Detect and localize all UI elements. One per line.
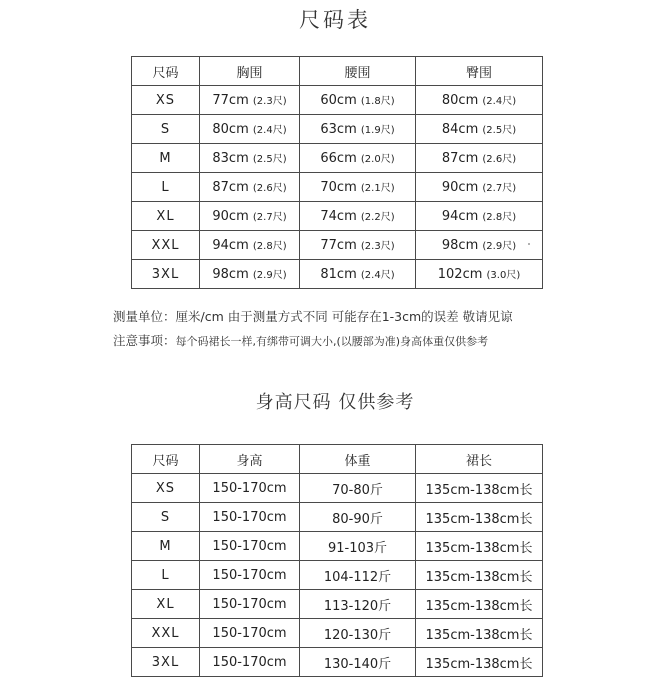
hip-cell-cm: 84cm (441, 122, 479, 137)
hip-cell-ref: (2.8尺) (482, 212, 517, 223)
size-cell: XXL (132, 619, 200, 648)
chest-cell (200, 173, 300, 202)
stray-dot (528, 243, 530, 245)
hip-cell-cm: 87cm (441, 151, 479, 166)
table-row (132, 144, 543, 173)
chest-cell-cm: 77cm (212, 93, 249, 108)
weight-cell: 130-140斤 (300, 648, 416, 677)
table-row (132, 532, 543, 561)
waist-cell (300, 173, 416, 202)
size-cell: L (132, 173, 200, 202)
chest-cell-ref: (2.3尺) (252, 96, 287, 107)
table-row (132, 260, 543, 289)
column-header: 裙长 (416, 445, 543, 474)
size-cell: M (132, 144, 200, 173)
weight-cell: 113-120斤 (300, 590, 416, 619)
hip-cell-cm: 94cm (441, 209, 479, 224)
size-cell: XL (132, 202, 200, 231)
chest-cell-cm: 83cm (212, 151, 249, 166)
height-cell: 150-170cm (200, 503, 300, 532)
hip-cell-ref: (2.9尺) (482, 241, 517, 252)
waist-cell-ref: (2.3尺) (360, 241, 395, 252)
chest-cell-cm: 80cm (212, 122, 249, 137)
attention-note (113, 331, 488, 349)
chest-cell-ref: (2.9尺) (252, 270, 287, 281)
length-cell: 135cm-138cm长 (416, 590, 543, 619)
waist-cell-cm: 81cm (320, 267, 357, 282)
length-cell: 135cm-138cm长 (416, 474, 543, 503)
chest-cell (200, 231, 300, 260)
height-cell: 150-170cm (200, 532, 300, 561)
hip-cell-ref: (2.4尺) (482, 96, 517, 107)
height-chart-table (131, 444, 543, 677)
waist-cell (300, 231, 416, 260)
waist-cell-ref: (1.9尺) (360, 125, 395, 136)
hip-cell-ref: (2.6尺) (482, 154, 517, 165)
column-header: 尺码 (132, 57, 200, 86)
size-chart-title: 尺码表 (299, 8, 371, 32)
waist-cell-cm: 77cm (320, 238, 357, 253)
attention-label: 注意事项： (113, 333, 176, 348)
chest-cell-cm: 87cm (212, 180, 249, 195)
table-row (132, 86, 543, 115)
hip-cell-ref: (2.5尺) (482, 125, 517, 136)
size-cell: XS (132, 86, 200, 115)
waist-cell-cm: 60cm (320, 93, 357, 108)
weight-cell: 104-112斤 (300, 561, 416, 590)
table-row (132, 202, 543, 231)
hip-cell (416, 173, 543, 202)
table-row (132, 648, 543, 677)
hip-cell (416, 202, 543, 231)
table-row (132, 474, 543, 503)
chest-cell-cm: 98cm (212, 267, 249, 282)
length-cell: 135cm-138cm长 (416, 561, 543, 590)
column-header: 臀围 (416, 57, 543, 86)
table-row (132, 590, 543, 619)
size-cell: L (132, 561, 200, 590)
hip-cell-cm: 90cm (441, 180, 479, 195)
chest-cell (200, 115, 300, 144)
waist-cell-cm: 66cm (320, 151, 357, 166)
measurement-unit-note: 测量单位：厘米/cm 由于测量方式不同 可能存在1-3cm的误差 敬请见谅 (113, 309, 513, 324)
column-header: 腰围 (300, 57, 416, 86)
height-cell: 150-170cm (200, 648, 300, 677)
hip-cell (416, 86, 543, 115)
waist-cell (300, 86, 416, 115)
attention-text: 每个码裙长一样,有绑带可调大小,(以腰部为准)身高体重仅供参考 (175, 335, 489, 348)
hip-cell-cm: 98cm (441, 238, 479, 253)
weight-cell: 70-80斤 (300, 474, 416, 503)
column-header: 胸围 (200, 57, 300, 86)
waist-cell-ref: (2.1尺) (360, 183, 395, 194)
table-header-row (132, 445, 543, 474)
hip-cell-cm: 80cm (441, 93, 479, 108)
waist-cell-ref: (2.0尺) (360, 154, 395, 165)
size-cell: XXL (132, 231, 200, 260)
size-chart-table (131, 56, 543, 289)
chest-cell (200, 202, 300, 231)
chest-cell-ref: (2.7尺) (252, 212, 287, 223)
chest-cell-cm: 94cm (212, 238, 249, 253)
table-row (132, 231, 543, 260)
height-cell: 150-170cm (200, 474, 300, 503)
weight-cell: 120-130斤 (300, 619, 416, 648)
height-cell: 150-170cm (200, 619, 300, 648)
column-header: 体重 (300, 445, 416, 474)
chest-cell-ref: (2.5尺) (252, 154, 287, 165)
size-cell: XL (132, 590, 200, 619)
waist-cell-cm: 63cm (320, 122, 357, 137)
column-header: 尺码 (132, 445, 200, 474)
length-cell: 135cm-138cm长 (416, 503, 543, 532)
hip-cell (416, 144, 543, 173)
chest-cell-ref: (2.4尺) (252, 125, 287, 136)
chest-cell (200, 260, 300, 289)
hip-cell (416, 115, 543, 144)
hip-cell-ref: (3.0尺) (486, 270, 521, 281)
hip-cell (416, 231, 543, 260)
waist-cell-ref: (2.2尺) (360, 212, 395, 223)
size-cell: 3XL (132, 648, 200, 677)
chest-cell-ref: (2.8尺) (252, 241, 287, 252)
waist-cell (300, 260, 416, 289)
size-cell: S (132, 115, 200, 144)
waist-cell-ref: (1.8尺) (360, 96, 395, 107)
height-cell: 150-170cm (200, 561, 300, 590)
height-chart-title: 身高尺码 仅供参考 (255, 392, 415, 413)
table-row (132, 561, 543, 590)
waist-cell-cm: 74cm (320, 209, 357, 224)
size-cell: M (132, 532, 200, 561)
hip-cell-cm: 102cm (437, 267, 483, 282)
hip-cell (416, 260, 543, 289)
column-header: 身高 (200, 445, 300, 474)
length-cell: 135cm-138cm长 (416, 532, 543, 561)
waist-cell (300, 115, 416, 144)
table-row (132, 173, 543, 202)
table-header-row (132, 57, 543, 86)
weight-cell: 91-103斤 (300, 532, 416, 561)
chest-cell (200, 86, 300, 115)
length-cell: 135cm-138cm长 (416, 619, 543, 648)
waist-cell-cm: 70cm (320, 180, 357, 195)
height-cell: 150-170cm (200, 590, 300, 619)
chest-cell-ref: (2.6尺) (252, 183, 287, 194)
table-row (132, 115, 543, 144)
table-row (132, 503, 543, 532)
waist-cell (300, 144, 416, 173)
waist-cell (300, 202, 416, 231)
size-cell: 3XL (132, 260, 200, 289)
chest-cell (200, 144, 300, 173)
size-cell: S (132, 503, 200, 532)
table-row (132, 619, 543, 648)
hip-cell-ref: (2.7尺) (482, 183, 517, 194)
weight-cell: 80-90斤 (300, 503, 416, 532)
waist-cell-ref: (2.4尺) (360, 270, 395, 281)
chest-cell-cm: 90cm (212, 209, 249, 224)
length-cell: 135cm-138cm长 (416, 648, 543, 677)
size-cell: XS (132, 474, 200, 503)
